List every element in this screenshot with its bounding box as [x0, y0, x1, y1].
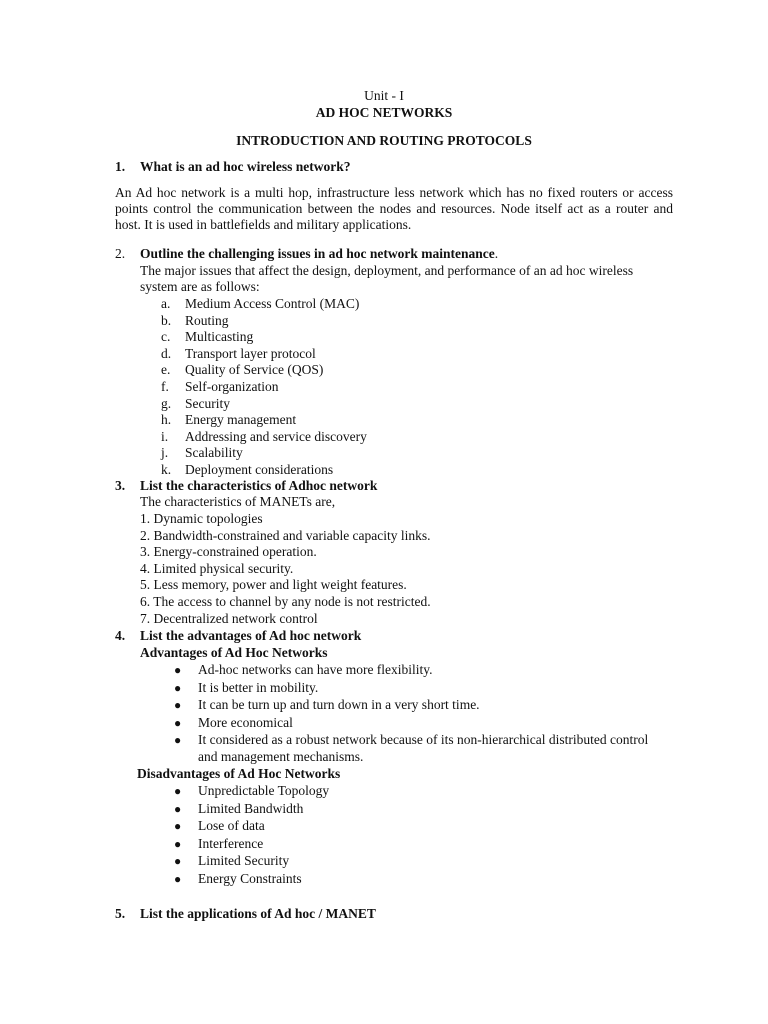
- q2-intro-line1: The major issues that affect the design, deployment, and performance of an ad hoc wireless: [140, 263, 634, 278]
- issue-item: Quality of Service (QOS): [185, 362, 324, 378]
- issue-marker: a.: [161, 296, 171, 311]
- disadvantage-item: Limited Bandwidth: [198, 800, 304, 816]
- issue-marker: j.: [161, 445, 169, 461]
- issue-item: Transport layer protocol: [185, 345, 316, 361]
- bullet-icon: ●: [174, 836, 182, 851]
- unit-label: Unit - I: [364, 88, 404, 103]
- issue-item: Energy management: [185, 412, 297, 428]
- advantage-item: It is better in mobility.: [198, 680, 319, 695]
- advantage-item: and management mechanisms.: [198, 749, 364, 764]
- bullet-icon: ●: [174, 801, 182, 816]
- issue-item: Medium Access Control (MAC): [185, 296, 360, 311]
- issue-item: Routing: [185, 312, 229, 328]
- q4-number: 4.: [115, 628, 126, 643]
- q2-intro-line2: system are as follows:: [140, 279, 260, 294]
- advantage-item: More economical: [198, 715, 293, 730]
- characteristic-item: 7. Decentralized network control: [140, 610, 318, 626]
- issue-marker: b.: [161, 312, 172, 328]
- q1-number: 1.: [115, 159, 126, 174]
- disadvantages-heading: Disadvantages of Ad Hoc Networks: [137, 766, 341, 781]
- q5-number: 5.: [115, 906, 126, 921]
- disadvantage-item: Energy Constraints: [198, 871, 302, 886]
- q1-question: What is an ad hoc wireless network?: [140, 159, 351, 174]
- issue-item: Addressing and service discovery: [185, 428, 367, 444]
- bullet-icon: ●: [174, 854, 182, 869]
- document-title: AD HOC NETWORKS: [315, 105, 453, 120]
- issue-marker: k.: [161, 462, 172, 477]
- q3-intro: The characteristics of MANETs are,: [140, 494, 336, 509]
- disadvantage-item: Limited Security: [198, 853, 290, 869]
- bullet-icon: ●: [174, 784, 182, 798]
- bullet-icon: ●: [174, 733, 182, 747]
- characteristic-item: 4. Limited physical security.: [140, 560, 294, 576]
- q2-number: 2.: [115, 246, 126, 261]
- advantage-item: It considered as a robust network because of its non-hierarchical distributed control: [198, 732, 649, 747]
- bullet-icon: ●: [174, 698, 182, 712]
- disadvantage-item: Lose of data: [198, 818, 265, 834]
- issue-marker: c.: [161, 329, 171, 345]
- characteristic-item: 6. The access to channel by any node is not restricted.: [140, 594, 431, 609]
- q4-question: List the advantages of Ad hoc network: [140, 628, 362, 643]
- q3-question: List the characteristics of Adhoc network: [140, 478, 378, 493]
- characteristic-item: 3. Energy-constrained operation.: [140, 544, 317, 560]
- characteristic-item: 5. Less memory, power and light weight features.: [140, 577, 407, 593]
- disadvantage-item: Interference: [198, 835, 264, 851]
- issue-marker: d.: [161, 345, 172, 361]
- q5-question: List the applications of Ad hoc / MANET: [140, 906, 376, 921]
- characteristic-item: 2. Bandwidth-constrained and variable capacity links.: [140, 527, 431, 543]
- bullet-icon: ●: [174, 681, 182, 695]
- bullet-icon: ●: [174, 819, 182, 834]
- advantages-heading: Advantages of Ad Hoc Networks: [140, 645, 328, 660]
- issue-marker: e.: [161, 362, 171, 378]
- issue-item: Multicasting: [185, 329, 254, 345]
- q3-number: 3.: [115, 478, 126, 493]
- issue-marker: f.: [161, 379, 169, 394]
- q2-question-end: .: [494, 246, 499, 261]
- issue-item: Scalability: [185, 445, 243, 461]
- q2-question: Outline the challenging issues in ad hoc network maintenance: [140, 246, 495, 261]
- issue-marker: i.: [161, 428, 169, 444]
- issue-item: Self-organization: [185, 379, 279, 394]
- q2-question-line: [140, 246, 498, 262]
- characteristic-item: 1. Dynamic topologies: [140, 511, 263, 526]
- issue-marker: g.: [161, 395, 172, 411]
- issue-item: Deployment considerations: [185, 462, 334, 477]
- issue-item: Security: [185, 395, 230, 411]
- issue-marker: h.: [161, 412, 172, 428]
- bullet-icon: ●: [174, 663, 182, 677]
- bullet-icon: ●: [174, 716, 182, 730]
- advantage-item: It can be turn up and turn down in a very short time.: [198, 697, 480, 712]
- advantage-item: Ad-hoc networks can have more flexibility.: [198, 662, 433, 677]
- q1-answer: An Ad hoc network is a multi hop, infrastructure less network which has no fixed routers or access points control the communication between the nodes and resources. Node itself act as a router and host. It is used in battlefields and military applications.: [115, 185, 673, 232]
- bullet-icon: ●: [174, 872, 182, 886]
- disadvantage-item: Unpredictable Topology: [198, 783, 330, 798]
- document-subtitle: INTRODUCTION AND ROUTING PROTOCOLS: [236, 133, 532, 148]
